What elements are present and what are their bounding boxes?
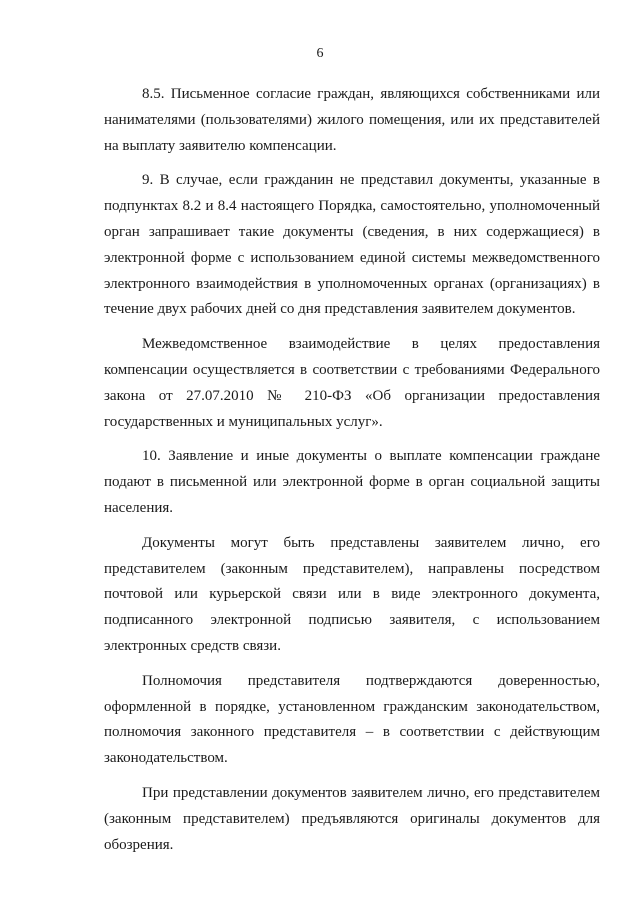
page-number: 6 (316, 46, 324, 61)
paragraph-8-5: 8.5. Письменное согласие граждан, являющихся собственниками или нанимателями (пользователями) жилого помещения, или их представителей на выплату заявителю компенсации. (104, 86, 600, 154)
document-body (104, 82, 600, 858)
paragraph-10: 10. Заявление и иные документы о выплате компенсации граждане подают в письменной или электронной форме в орган социальной защиты населения. (104, 448, 600, 516)
paragraph-9: 9. В случае, если гражданин не представил документы, указанные в подпунктах 8.2 и 8.4 настоящего Порядка, самостоятельно, уполномоченный орган запрашивает такие документы (сведения, в них содержащиеся) в электронной форме с использованием единой системы межведомственного электронного взаимодействия в уполномоченных органах (организациях) в течение двух рабочих дней со дня представления заявителем документов. (104, 172, 600, 318)
paragraph-originals: При представлении документов заявителем лично, его представителем (законным представителем) предъявляются оригиналы документов для обозрения. (104, 784, 600, 853)
paragraph-interagency: Межведомственное взаимодействие в целях предоставления компенсации осуществляется в соответствии с требованиями Федерального закона от 27.07.2010 № 210-ФЗ «Об организации предоставления государственных и муниципальных услуг». (104, 336, 600, 430)
paragraph-submission-methods: Документы могут быть представлены заявителем лично, его представителем (законным представителем), направлены посредством почтовой или курьерской связи или в виде электронного документа, подписанного электронной подписью заявителя, с использованием электронных средств связи. (104, 534, 600, 654)
paragraph-representative-authority: Полномочия представителя подтверждаются доверенностью, оформленной в порядке, установленном гражданским законодательством, полномочия законного представителя – в соответствии с действующим законодательством. (104, 672, 600, 767)
